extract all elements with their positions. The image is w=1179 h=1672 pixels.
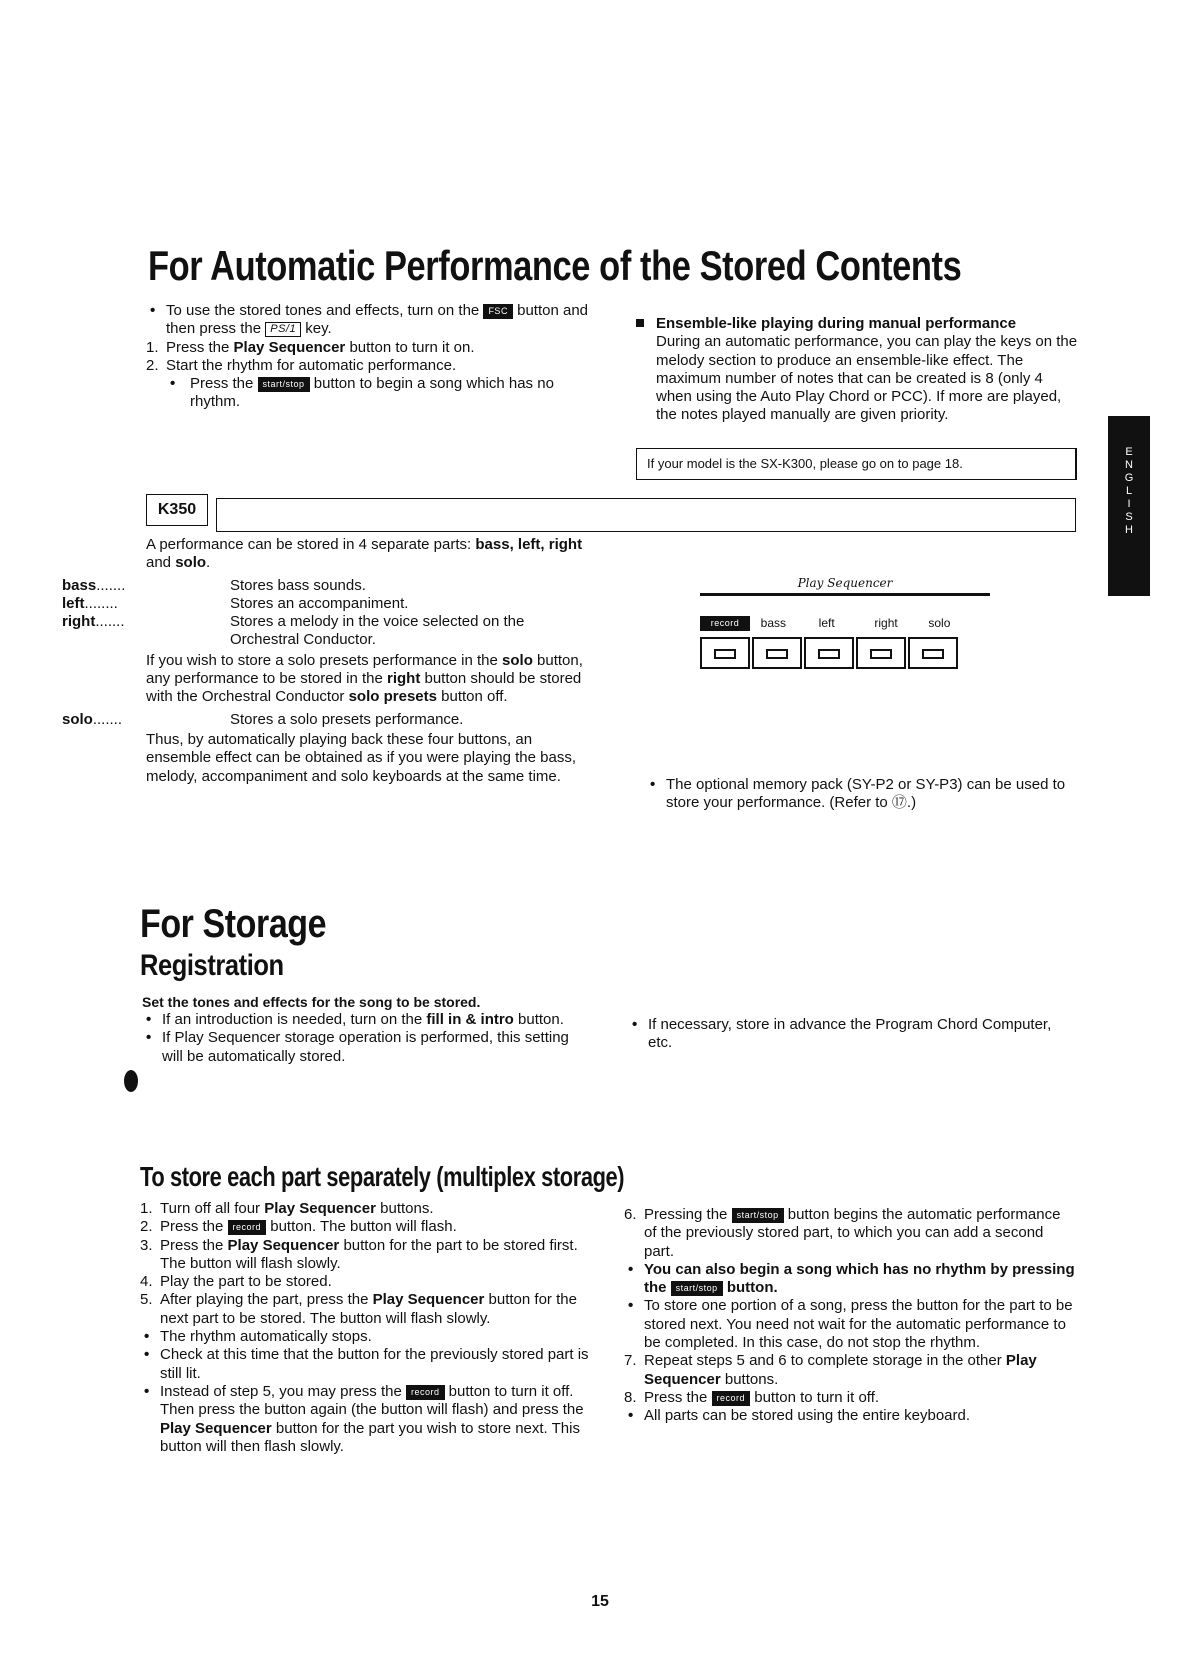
text: button and then press the [166,302,589,338]
divider [700,593,990,596]
step-2 [146,357,596,375]
text: key. [305,320,332,338]
list-item [146,302,596,339]
page-number: 15 [591,1593,609,1610]
text: button to turn it on. [349,338,475,356]
note-box [636,448,1077,480]
registration-right-note [628,1016,1076,1053]
step-8: 8. Press the record button to turn it off. [624,1388,880,1406]
auto-perf-instructions [146,302,596,412]
step-1 [146,339,596,357]
record-key: record [700,616,750,631]
registration-subtitle: Registration [140,949,284,982]
side-tab-english [1108,416,1150,596]
label-solo: solo [928,615,951,630]
text: button to begin a song which has no rhythm. [190,375,554,411]
model-box-bar [216,498,1076,532]
k350-section [62,536,592,786]
ensemble-effect-text: Thus, by automatically playing back these four buttons, an ensemble effect can be obtained as if you were playing the bass, melody, accompaniment and solo keyboards at the same time. [146,730,576,785]
part-left: left........ Stores an accompaniment. [62,594,409,612]
solo-note: If you wish to store a solo presets performance in the solo button, any performance to be stored in the right button should be stored with the Orchestral Conductor solo presets button off. [146,651,583,706]
side-tab-text: ENGLISH [1123,446,1135,537]
list-item: • All parts can be stored using the entire keyboard. [624,1407,1076,1425]
part-bass: bass....... Stores bass sounds. [62,576,366,594]
start-stop-key: start/stop [258,377,310,392]
part-right: right....... Stores a melody in the voice selected on the Orchestral Conductor. [62,613,525,649]
list-item: • Check at this time that the button for the previously stored part is still lit. [140,1346,592,1383]
step-4: 4. Play the part to be stored. [140,1273,332,1291]
step-6: 6. Pressing the start/stop button begins the automatic performance of the previously stored part, to which you can add a second part. [624,1206,1061,1260]
play-sequencer-diagram [700,576,990,674]
multiplex-title: To store each part separately (multiplex storage) [140,1161,625,1192]
multiplex-right [624,1206,1076,1426]
right-button[interactable] [856,637,906,669]
square-bullet-icon [636,319,644,327]
ensemble-title: Ensemble-like playing during manual performance [656,315,1017,332]
step-3: 3. Press the Play Sequencer button for the part to be stored first. The button will flash slowly. [140,1236,578,1272]
text: Start the rhythm for automatic performance. [166,356,457,374]
part-solo: solo....... Stores a solo presets performance. [62,710,464,728]
step-7: 7. Repeat steps 5 and 6 to complete storage in the other Play Sequencer buttons. [624,1352,1037,1388]
bass-button[interactable] [752,637,802,669]
memory-note [646,776,1076,813]
list-item: • If necessary, store in advance the Program Chord Computer, etc. [628,1016,1076,1053]
list-item: • If Play Sequencer storage operation is performed, this setting will be automatically stored. [142,1029,592,1066]
text: Press the [190,375,254,393]
record-button[interactable] [700,637,750,669]
step-2: 2. Press the record button. The button will flash. [140,1218,457,1236]
storage-title: For Storage [140,902,327,946]
text: To use the stored tones and effects, turn on the [166,302,480,319]
text: Press the [166,338,230,356]
sequencer-buttons [700,637,990,674]
step-5: 5. After playing the part, press the Play Sequencer button for the next part to be stored. The button will flash slowly. [140,1291,577,1327]
solo-button[interactable] [908,637,958,669]
set-tones-text: Set the tones and effects for the song to be stored. [142,994,481,1010]
multiplex-left [140,1200,592,1456]
ps1-key: PS/1 [265,322,301,337]
registration-section [142,994,592,1066]
start-stop-key: start/stop [671,1281,723,1296]
left-button[interactable] [804,637,854,669]
sequencer-label: Play Sequencer [797,576,893,590]
page-title: For Automatic Performance of the Stored Contents [148,242,962,289]
step-1: 1. Turn off all four Play Sequencer buttons. [140,1200,434,1217]
record-key: record [228,1220,267,1235]
list-item: • The rhythm automatically stops. [140,1328,592,1346]
start-stop-key: start/stop [732,1208,784,1223]
record-key: record [712,1391,751,1406]
label-bass: bass [760,615,787,630]
list-item: • If an introduction is needed, turn on the fill in & intro button. [142,1011,592,1029]
model-badge-k350: K350 [146,494,208,526]
sub-item [146,375,596,412]
memory-note-text: • The optional memory pack (SY-P2 or SY-P3) can be used to store your performance. (Refer to ⑰.) [646,776,1076,813]
fsc-key: FSC [483,304,513,319]
k350-intro: A performance can be stored in 4 separate parts: bass, left, right and solo. [146,536,583,572]
list-item: • To store one portion of a song, press the button for the part to be stored next. You need not wait for the automatic performance to be completed. In this case, do not stop the rhythm. [624,1297,1076,1352]
list-item: • You can also begin a song which has no rhythm by pressing the start/stop button. [624,1261,1076,1298]
list-item: • Instead of step 5, you may press the record button to turn it off. Then press the button again (the button will flash) and press the Play Sequencer button for the part you wish to store next. This button will then flash slowly. [140,1383,592,1456]
label-right: right [874,615,898,630]
text-bold: Play Sequencer [233,338,346,356]
note-box-text: If your model is the SX-K300, please go on to page 18. [647,456,963,471]
ensemble-body: During an automatic performance, you can play the keys on the melody section to produce an ensemble-like effect. The maximum number of notes that can be created is 8 (only 4 when using the Auto Play Chord or PCC). If more are played, the notes played manually are given priority. [656,333,1078,424]
ensemble-section [636,315,1078,425]
button-labels [700,616,990,631]
punch-hole-mark [124,1070,138,1092]
record-key: record [406,1385,445,1400]
step-number: 1. [146,338,159,356]
step-number: 2. [146,356,159,374]
label-left: left [818,615,835,630]
